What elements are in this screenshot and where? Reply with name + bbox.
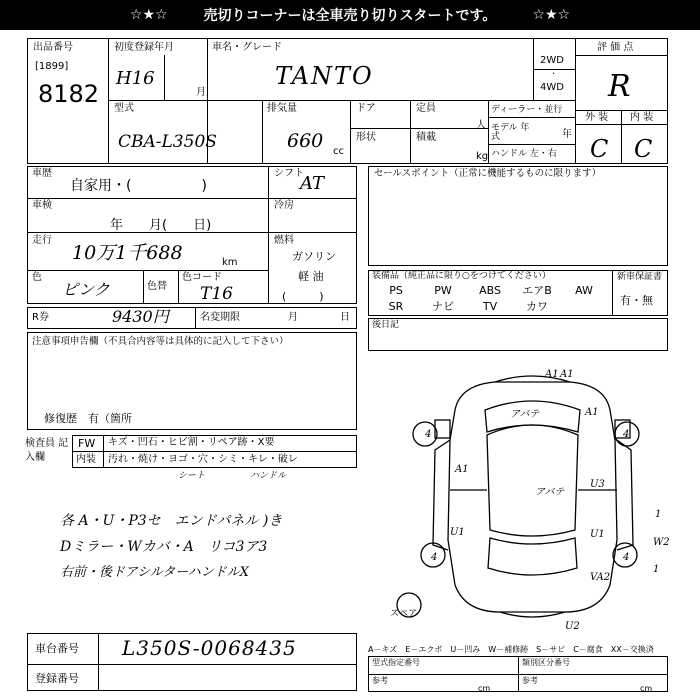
shape-label: 形状 [356, 132, 376, 143]
note-label-2: 参考 [522, 676, 538, 685]
equip-item: AW [575, 284, 593, 297]
color-value: ピンク [62, 280, 110, 299]
exterior-value: C [590, 135, 609, 163]
diagram-marks [395, 369, 670, 632]
displacement-value: 660 [287, 130, 324, 152]
spare-label: スペア [390, 609, 418, 619]
model-value: CBA-L350S [118, 132, 217, 152]
fuel-gas: ガソリン [292, 250, 336, 263]
drive-4wd: 4WD [540, 82, 564, 93]
car-name-value: TANTO [275, 62, 374, 90]
color-label: 色 [32, 272, 42, 283]
diagram-mark: 4 [623, 429, 630, 440]
diagram-mark: 4 [623, 552, 630, 563]
diagram-mark: A1 [545, 369, 559, 380]
equip-item: SR [388, 300, 404, 313]
cm-unit-2: cm [640, 684, 653, 693]
inspection-label: 車検 [32, 200, 52, 211]
interior-row-label: 内装 [76, 454, 96, 465]
damage-legend: A－キズ E－エクボ U－凹み W－補修跡 S－サビ C－腐食 XX－交換済 [368, 645, 654, 654]
model-year-label: モデル 年式 [491, 123, 530, 142]
lot-small: [1899] [35, 61, 69, 72]
shift-label: シフト [274, 168, 304, 179]
small-note-handle: ハンドル [250, 471, 287, 481]
month-label: 月 [196, 87, 206, 98]
color-change-label: 色替 [147, 281, 167, 292]
equip-item: PS [389, 284, 403, 297]
diagram-mark: U1 [450, 527, 465, 538]
diagram-mark: VA2 [590, 572, 611, 583]
chassis-value: L350S-0068435 [122, 636, 297, 660]
kg-unit: kg [476, 151, 489, 162]
notes-label: 注意事項申告欄（不具合内容等は具体的に記入して下さい） [32, 336, 289, 347]
diagram-mark: A1 [585, 407, 599, 418]
dealer-label: ディーラー・並行 [491, 105, 563, 115]
sales-label: セールスポイント（正常に機能するものに限ります） [374, 168, 602, 179]
memo-line-3: 右前・後ドアシルターハンドルX [60, 565, 249, 580]
exterior-label: 外 装 [585, 112, 609, 123]
diagram-mark: 4 [431, 552, 438, 563]
tax-month: 月 [288, 312, 298, 323]
load-label: 積載 [416, 132, 436, 143]
recycle-label: R券 [32, 312, 49, 323]
first-reg-label: 初度登録年月 [114, 42, 174, 53]
inspector-label: 検査員 記入欄 [25, 438, 69, 463]
equip-item: エアB [522, 284, 552, 297]
grade-label: 評 価 点 [597, 42, 634, 53]
diagram-mark: U1 [590, 529, 605, 540]
color-code-label: 色コード [182, 272, 222, 283]
history-value: 自家用・( ) [70, 178, 207, 194]
person-unit: 人 [476, 120, 486, 131]
ac-label: 冷房 [274, 200, 294, 211]
diagram-mark: A1 [455, 464, 469, 475]
door-label: ドア [356, 103, 376, 114]
model-label: 型式 [114, 103, 134, 114]
top-banner [0, 0, 700, 30]
lot-label: 出品番号 [33, 42, 73, 53]
interior-items: 汚れ・焼け・ヨゴ・穴・シミ・キレ・破レ [108, 454, 298, 465]
drive-2wd: 2WD [540, 55, 564, 66]
capacity-label: 定員 [416, 103, 436, 114]
mileage-value: 10万1千688 [72, 242, 183, 264]
interior-value: C [634, 135, 653, 163]
drive-dot: · [552, 69, 556, 80]
recycle-value: 9430円 [112, 307, 169, 326]
fmt-label-2: 類別区分番号 [522, 658, 570, 667]
warranty-value: 有・無 [620, 294, 653, 307]
grade-value: R [608, 69, 631, 104]
tax-label: 名変期限 [200, 312, 240, 323]
diagram-mark: W2 [653, 537, 670, 548]
banner-stars-left: ☆★☆ [129, 7, 168, 23]
diagram-mark: A1 [560, 369, 574, 380]
equip-item: ABS [479, 284, 501, 297]
fmt-label-1: 型式指定番号 [372, 658, 420, 667]
fw-label: FW [78, 437, 96, 450]
first-reg-value: H16 [116, 68, 155, 89]
followup-label: 後日記 [372, 320, 400, 330]
diagram-mark: U3 [590, 479, 605, 490]
tax-day: 日 [340, 312, 350, 323]
diagram-mark: 1 [655, 509, 662, 520]
repair-label: 修復歴 有（箇所 [44, 412, 132, 425]
warranty-label: 新車保証書 [617, 272, 663, 282]
banner-text: 売切りコーナーは全車売り切りスタートです。 [203, 8, 497, 24]
fuel-label: 燃料 [274, 235, 294, 246]
displacement-label: 排気量 [267, 103, 297, 114]
color-code-value: T16 [200, 284, 233, 304]
reg-label: 登録番号 [35, 672, 79, 685]
shift-value: AT [300, 173, 325, 194]
car-name-label: 車名・グレード [212, 42, 282, 53]
equip-item: TV [482, 300, 498, 313]
fuel-diesel: 軽 油 [298, 270, 324, 283]
followup-block [368, 318, 668, 351]
diagram-mark: U2 [565, 621, 580, 632]
sales-point-block [368, 166, 668, 266]
memo-line-1: 各 A・U・P3セ エンドパネル )き [60, 513, 283, 529]
small-note-seat: シート [178, 471, 206, 481]
fw-items: キズ・凹石・ヒビ割・リペア跡・X要 [108, 437, 275, 448]
interior-label: 内 装 [630, 112, 654, 123]
equip-label: 装備品（純正品に限り○をつけてください） [372, 271, 551, 281]
diagram-mark: 4 [425, 429, 432, 440]
fuel-paren: ( ) [282, 290, 324, 303]
cc-unit: cc [333, 146, 344, 157]
note-label-1: 参考 [372, 676, 388, 685]
recycle-tax-block [27, 307, 357, 329]
diagram-mark: アバテ [535, 487, 565, 498]
mileage-label: 走行 [32, 235, 52, 246]
diagram-mark: 1 [653, 564, 660, 575]
memo-line-2: Dミラー・Wカバ・A リコ3ア3 [60, 539, 268, 555]
handle-label: ハンドル 左・右 [491, 149, 557, 159]
history-label: 車歴 [32, 168, 52, 179]
year-unit: 年 [562, 129, 572, 140]
equip-item: PW [434, 284, 452, 297]
km-unit: km [222, 257, 238, 268]
banner-stars-right: ☆★☆ [532, 7, 571, 23]
lot-number: 8182 [38, 80, 100, 108]
cm-unit-1: cm [478, 684, 491, 693]
diagram-mark: アバテ [510, 409, 540, 420]
inspection-value: 年 月( 日) [110, 218, 212, 233]
chassis-label: 車台番号 [35, 642, 79, 655]
equip-item: カワ [526, 300, 548, 313]
equip-item: ナビ [432, 300, 454, 313]
